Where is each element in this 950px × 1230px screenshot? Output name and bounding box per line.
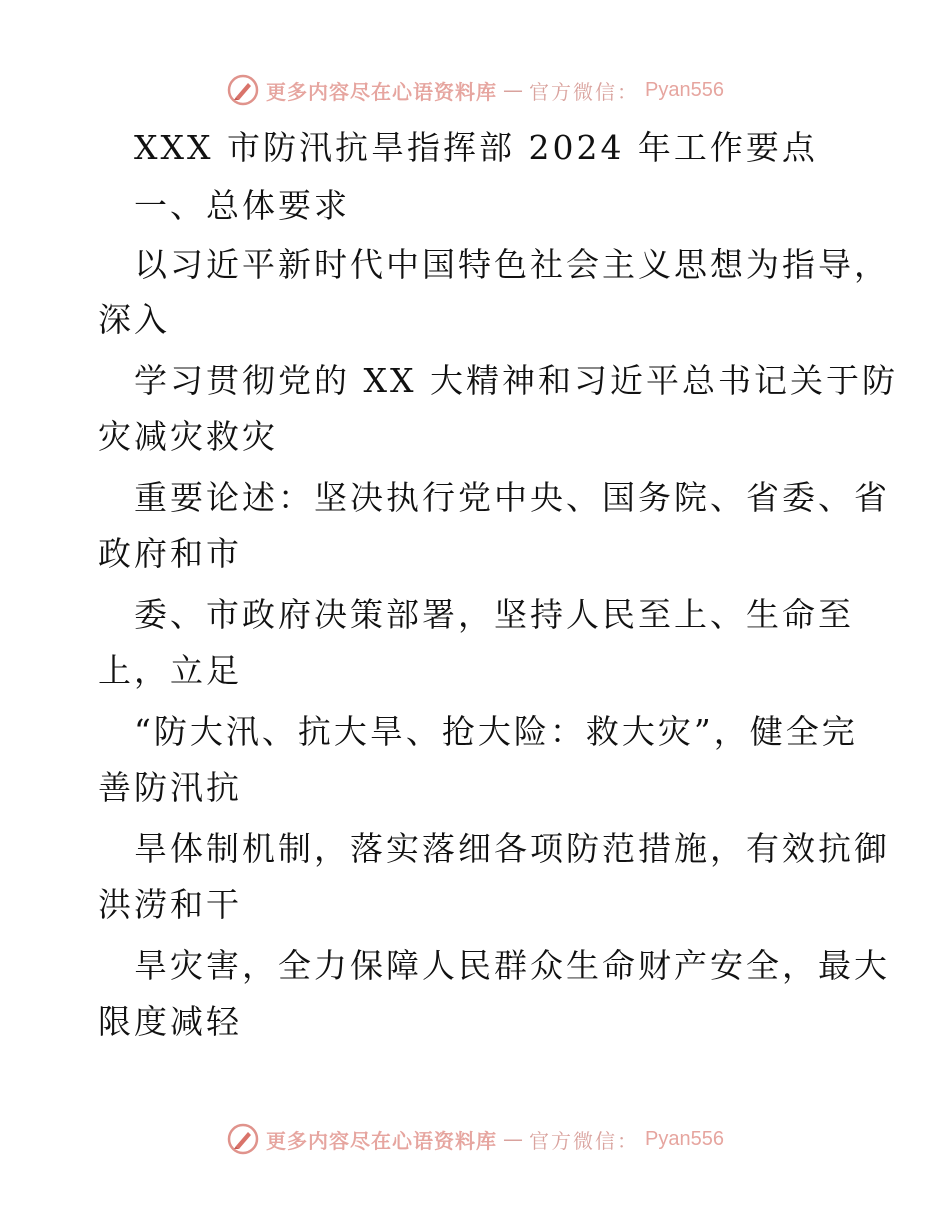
paragraph-line: 洪涝和干 bbox=[98, 885, 242, 924]
watermark-text: 更多内容尽在心语资料库 bbox=[266, 1128, 498, 1153]
paragraph-line: 以习近平新时代中国特色社会主义思想为指导， bbox=[134, 245, 890, 284]
watermark-label: 官方微信： bbox=[529, 79, 640, 104]
watermark-label: 官方微信： bbox=[529, 1128, 640, 1153]
pen-logo-icon bbox=[226, 1122, 260, 1156]
paragraph-line: 重要论述：坚决执行党中央、国务院、省委、省 bbox=[134, 478, 890, 517]
paragraph-line: 灾减灾救灾 bbox=[98, 417, 278, 456]
watermark-id: Pyan556 bbox=[645, 78, 724, 101]
watermark-separator: — bbox=[503, 1127, 524, 1151]
pen-logo-icon bbox=[226, 73, 260, 107]
section-heading: 一、总体要求 bbox=[134, 186, 350, 225]
paragraph-line: 上，立足 bbox=[98, 651, 242, 690]
paragraph-line: 旱灾害，全力保障人民群众生命财产安全，最大 bbox=[134, 946, 890, 985]
paragraph-line: 委、市政府决策部署，坚持人民至上、生命至 bbox=[134, 595, 854, 634]
header-watermark bbox=[0, 70, 950, 110]
paragraph-line: 学习贯彻党的 XX 大精神和习近平总书记关于防 bbox=[134, 361, 898, 400]
document-title: XXX 市防汛抗旱指挥部 2024 年工作要点 bbox=[134, 128, 818, 167]
paragraph-line: 旱体制机制，落实落细各项防范措施，有效抗御 bbox=[134, 829, 890, 868]
paragraph-line: 政府和市 bbox=[98, 534, 242, 573]
paragraph-line: “防大汛、抗大旱、抢大险：救大灾”，健全完 bbox=[134, 712, 858, 751]
watermark-id: Pyan556 bbox=[645, 1127, 724, 1150]
paragraph-line: 善防汛抗 bbox=[98, 768, 242, 807]
watermark-text: 更多内容尽在心语资料库 bbox=[266, 79, 498, 104]
paragraph-line: 深入 bbox=[98, 300, 170, 339]
watermark-separator: — bbox=[503, 78, 524, 102]
footer-watermark bbox=[0, 1119, 950, 1159]
paragraph-line: 限度减轻 bbox=[98, 1002, 242, 1041]
